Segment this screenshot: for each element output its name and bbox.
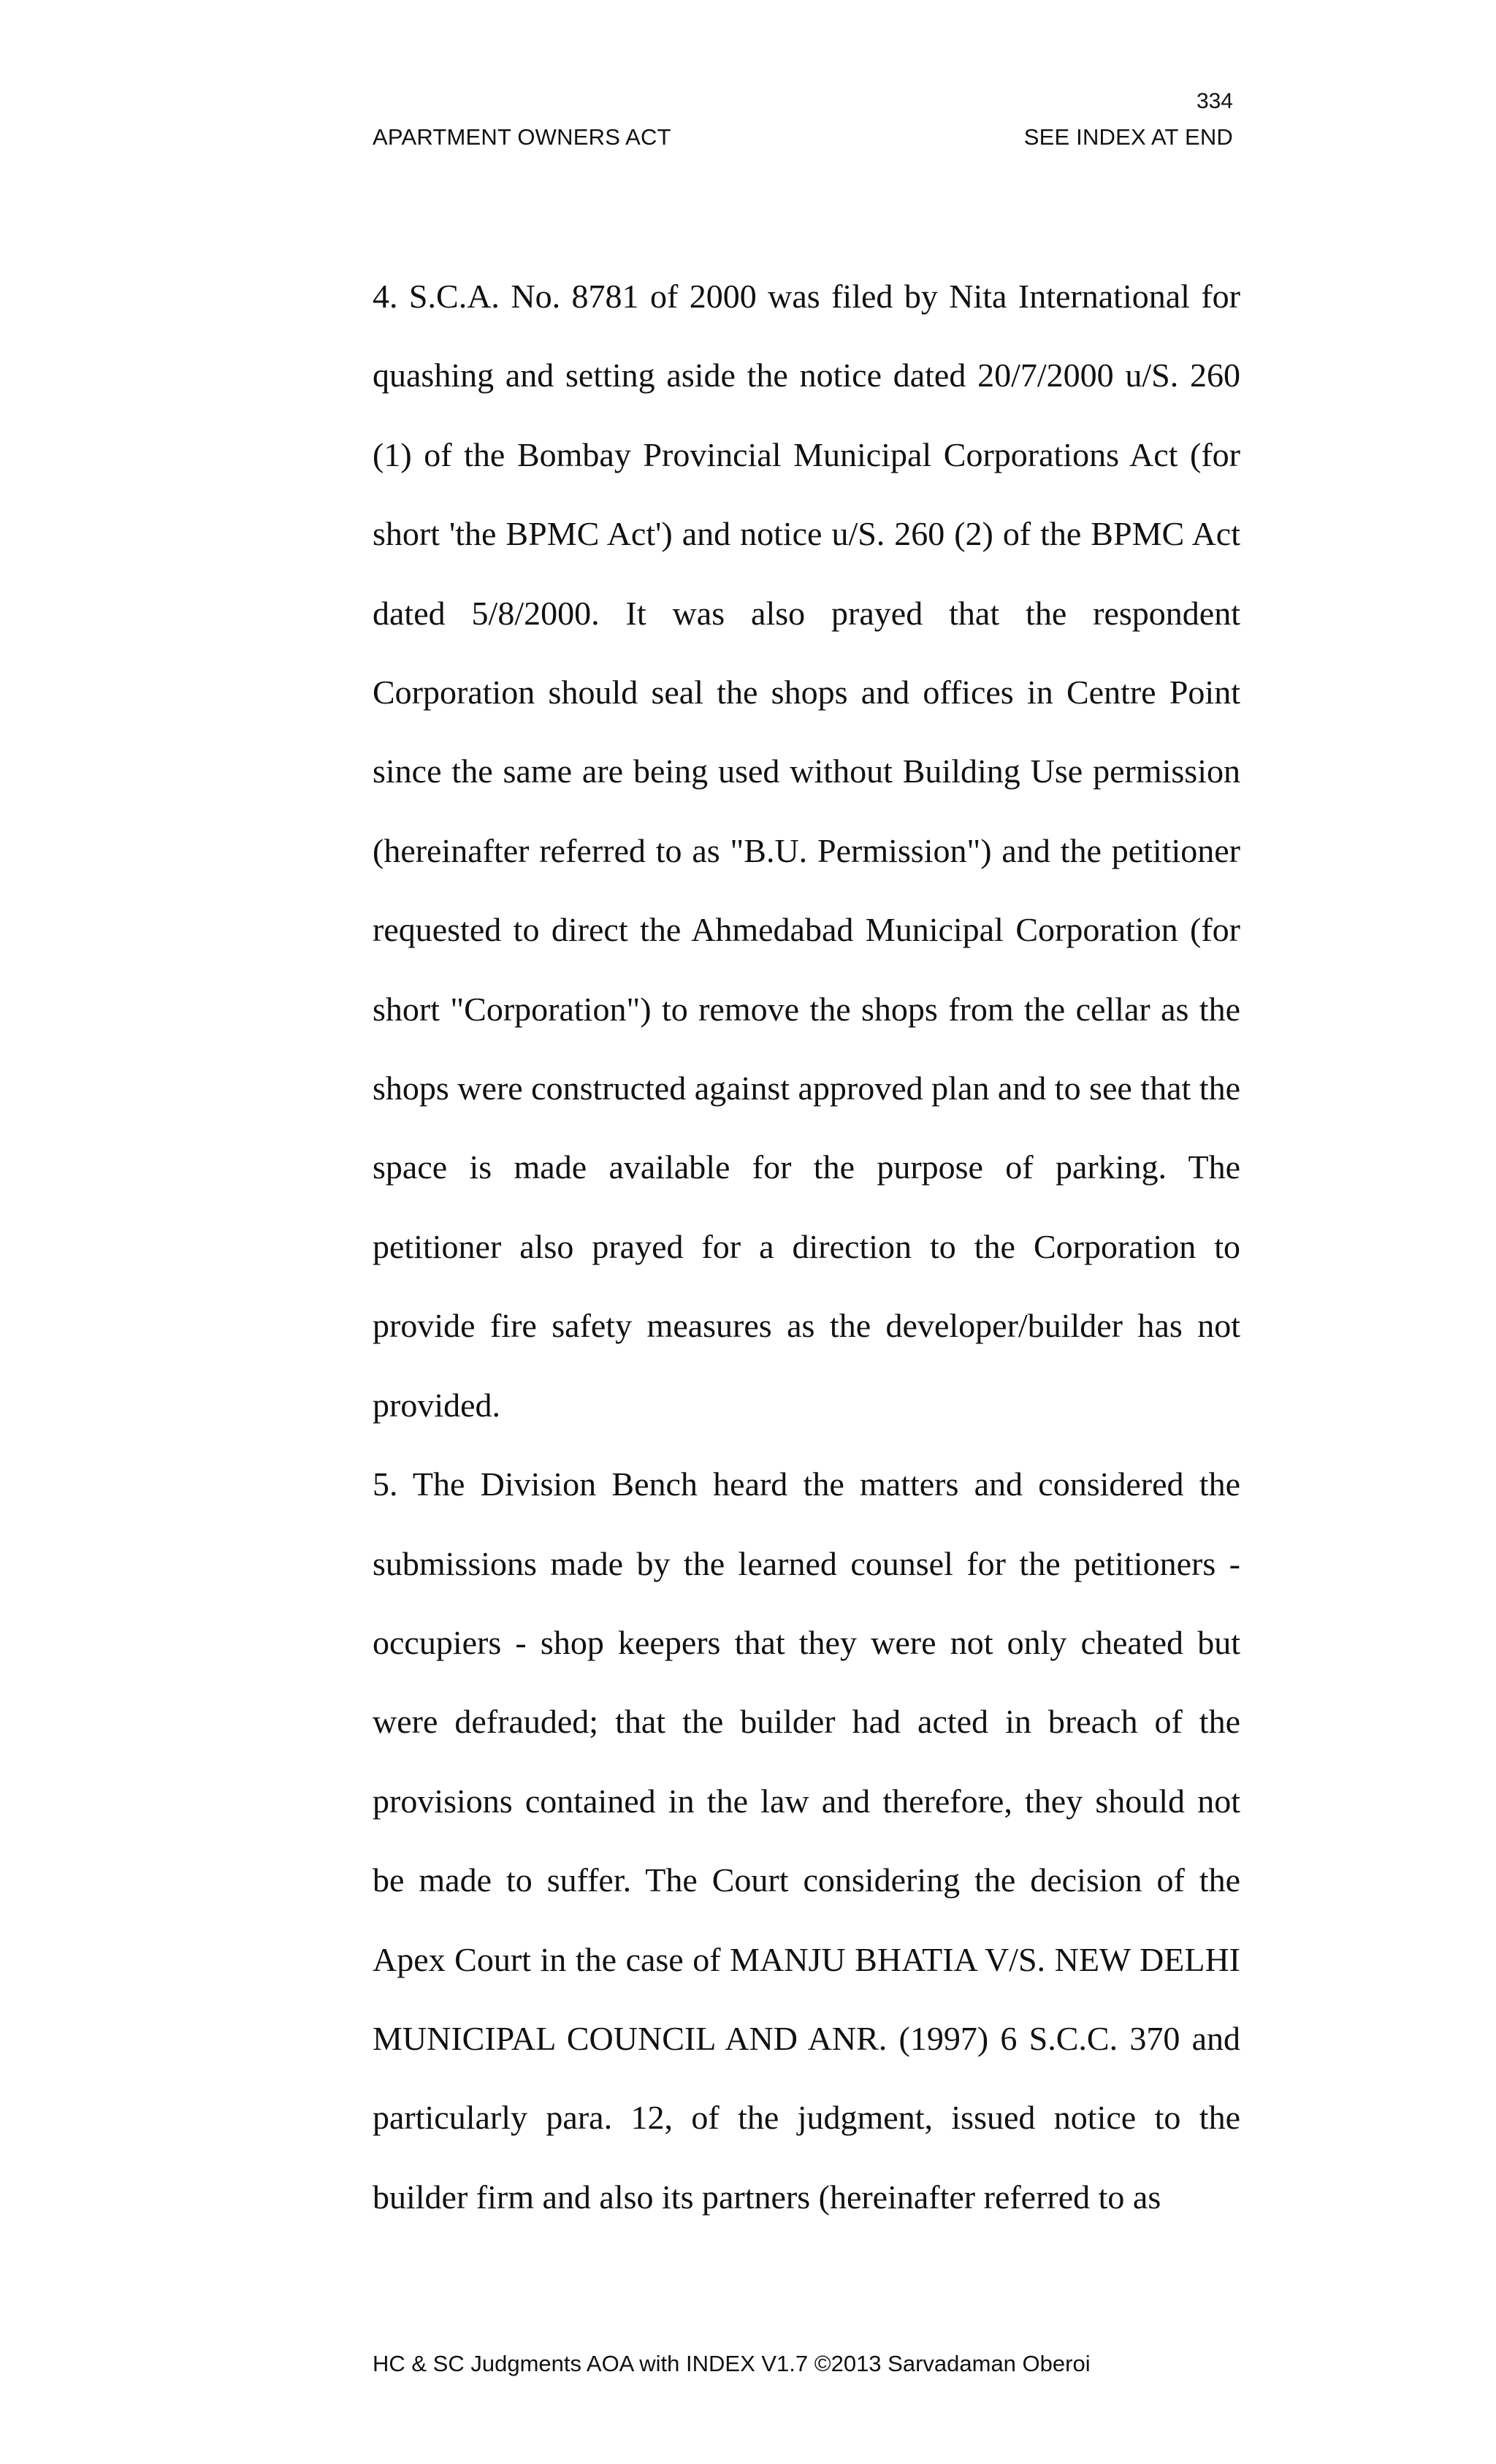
document-body (373, 257, 1240, 2237)
paragraph-5: 5. The Division Bench heard the matters and considered the submissions made by the learned counsel for the petitioners - occupiers - shop keepers that they were not only cheated but were defrauded; that the builder had acted in breach of the provisions contained in the law and therefore, they should not be made to suffer. The Court considering the decision of the Apex Court in the case of MANJU BHATIA V/S. NEW DELHI MUNICIPAL COUNCIL AND ANR. (1997) 6 S.C.C. 370 and particularly para. 12, of the judgment, issued notice to the builder firm and also its partners (hereinafter referred to as (373, 1465, 1240, 2216)
page-number: 334 (1196, 89, 1233, 113)
running-header-title: APARTMENT OWNERS ACT (373, 124, 671, 150)
page-footer: HC & SC Judgments AOA with INDEX V1.7 ©2013 Sarvadaman Oberoi (373, 2351, 1091, 2376)
paragraph-4: 4. S.C.A. No. 8781 of 2000 was filed by Nita International for quashing and setting aside the notice dated 20/7/2000 u/S. 260 (1) of the Bombay Provincial Municipal Corporations Act (for short 'the BPMC Act') and notice u/S. 260 (2) of the BPMC Act dated 5/8/2000. It was also prayed that the respondent Corporation should seal the shops and offices in Centre Point since the same are being used without Building Use permission (hereinafter referred to as "B.U. Permission") and the petitioner requested to direct the Ahmedabad Municipal Corporation (for short "Corporation") to remove the shops from the cellar as the shops were constructed against approved plan and to see that the space is made available for the purpose of parking. The petitioner also prayed for a direction to the Corporation to provide fire safety measures as the developer/builder has not provided. (373, 278, 1240, 1424)
running-header-index-note: SEE INDEX AT END (1023, 124, 1233, 150)
